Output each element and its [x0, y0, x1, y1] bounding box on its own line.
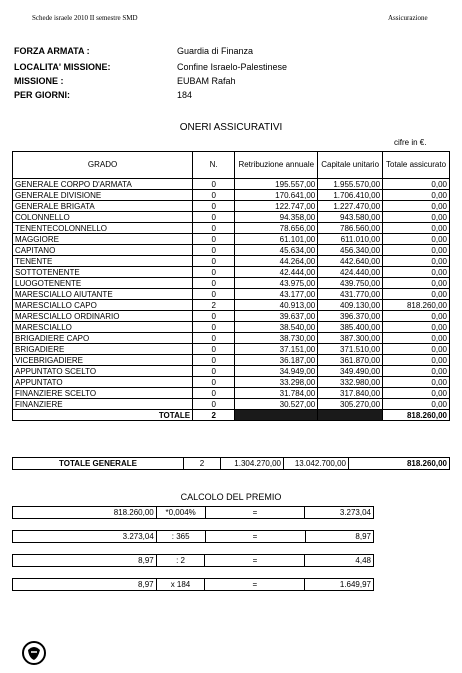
table-row: [13, 234, 450, 245]
cell-n: 0: [193, 223, 235, 234]
cell-retribuzione: 39.637,00: [235, 311, 318, 322]
table-row: [13, 300, 450, 311]
calc-row: [12, 554, 374, 567]
cell-retribuzione: 44.264,00: [235, 256, 318, 267]
document-header-left: Schede israele 2010 II semestre SMD: [32, 14, 138, 22]
table-row: [13, 377, 450, 388]
section-title: ONERI ASSICURATIVI: [179, 122, 283, 133]
table-row: [13, 289, 450, 300]
header-n: N.: [193, 152, 235, 179]
cell-totale: 0,00: [383, 289, 450, 300]
table-row: [13, 399, 450, 410]
table-row: [13, 366, 450, 377]
cell-capitale: 396.370,00: [318, 311, 383, 322]
calc-equals: =: [205, 507, 305, 519]
cell-totale: 0,00: [383, 366, 450, 377]
total-n: 2: [193, 410, 235, 421]
cell-grado: COLONNELLO: [13, 212, 193, 223]
total-blank-retribuzione: [235, 410, 318, 421]
cell-retribuzione: 38.540,00: [235, 322, 318, 333]
calc-equals: =: [205, 555, 305, 567]
cell-totale: 0,00: [383, 344, 450, 355]
cell-totale: 0,00: [383, 399, 450, 410]
calc-equals: =: [205, 531, 305, 543]
calc-result: 1.649,97: [305, 579, 374, 591]
table-row: [13, 179, 450, 190]
cell-capitale: 387.300,00: [318, 333, 383, 344]
calc-operator: : 2: [156, 555, 205, 567]
table-row: [13, 190, 450, 201]
cell-n: 0: [193, 388, 235, 399]
cell-capitale: 431.770,00: [318, 289, 383, 300]
cell-retribuzione: 45.634,00: [235, 245, 318, 256]
totale-generale-label: TOTALE GENERALE: [13, 458, 184, 470]
cell-retribuzione: 43.975,00: [235, 278, 318, 289]
cell-totale: 0,00: [383, 179, 450, 190]
cell-retribuzione: 78.656,00: [235, 223, 318, 234]
cell-grado: CAPITANO: [13, 245, 193, 256]
cell-grado: GENERALE DIVISIONE: [13, 190, 193, 201]
cell-n: 0: [193, 377, 235, 388]
cell-capitale: 786.560,00: [318, 223, 383, 234]
totale-generale-n: 2: [184, 458, 221, 470]
cell-n: 0: [193, 322, 235, 333]
cell-totale: 0,00: [383, 278, 450, 289]
calc-row: [12, 506, 374, 519]
cell-n: 0: [193, 245, 235, 256]
calc-operator: x 184: [156, 579, 205, 591]
totale-generale-retribuzione: 1.304.270,00: [221, 458, 284, 470]
cell-retribuzione: 42.444,00: [235, 267, 318, 278]
cell-capitale: 442.640,00: [318, 256, 383, 267]
cell-capitale: 439.750,00: [318, 278, 383, 289]
calc-operand: 818.260,00: [13, 507, 157, 519]
header-grado: GRADO: [13, 152, 193, 179]
cell-n: 0: [193, 256, 235, 267]
table-row: [13, 201, 450, 212]
calc-result: 4,48: [305, 555, 374, 567]
table-row: [13, 388, 450, 399]
cell-grado: MARESCIALLO: [13, 322, 193, 333]
table-header-row: [13, 152, 450, 179]
cell-grado: MARESCIALLO ORDINARIO: [13, 311, 193, 322]
cell-n: 0: [193, 289, 235, 300]
cell-retribuzione: 40.913,00: [235, 300, 318, 311]
cell-grado: FINANZIERE: [13, 399, 193, 410]
cell-capitale: 1.227.470,00: [318, 201, 383, 212]
cell-n: 0: [193, 179, 235, 190]
cell-grado: BRIGADIERE: [13, 344, 193, 355]
table-row: [13, 223, 450, 234]
cell-n: 0: [193, 278, 235, 289]
cell-totale: 0,00: [383, 388, 450, 399]
info-value-missione: EUBAM Rafah: [177, 76, 236, 86]
cell-grado: APPUNTATO: [13, 377, 193, 388]
cell-grado: BRIGADIERE CAPO: [13, 333, 193, 344]
cell-totale: 0,00: [383, 245, 450, 256]
insurance-table: [12, 151, 450, 421]
cell-grado: SOTTOTENENTE: [13, 267, 193, 278]
cell-totale: 0,00: [383, 190, 450, 201]
cell-retribuzione: 43.177,00: [235, 289, 318, 300]
cell-n: 0: [193, 190, 235, 201]
info-value-forza-armata: Guardia di Finanza: [177, 46, 254, 56]
header-totale: Totale assicurato: [383, 152, 450, 179]
calc-operand: 8,97: [13, 579, 157, 591]
cell-totale: 0,00: [383, 234, 450, 245]
cell-retribuzione: 195.557,00: [235, 179, 318, 190]
cell-totale: 0,00: [383, 212, 450, 223]
cell-capitale: 1.706.410,00: [318, 190, 383, 201]
cell-totale: 0,00: [383, 355, 450, 366]
info-label-giorni: PER GIORNI:: [14, 90, 71, 100]
header-retribuzione: Retribuzione annuale: [235, 152, 318, 179]
stamp-logo: [20, 640, 48, 666]
header-capitale: Capitale unitario: [318, 152, 383, 179]
cell-n: 0: [193, 333, 235, 344]
cell-retribuzione: 61.101,00: [235, 234, 318, 245]
document-header-right: Assicurazione: [388, 14, 428, 22]
cell-grado: TENENTECOLONNELLO: [13, 223, 193, 234]
cell-totale: 818.260,00: [383, 300, 450, 311]
table-row: [13, 344, 450, 355]
calc-operator: : 365: [156, 531, 205, 543]
cell-grado: MAGGIORE: [13, 234, 193, 245]
cell-grado: TENENTE: [13, 256, 193, 267]
cell-n: 0: [193, 267, 235, 278]
cell-capitale: 371.510,00: [318, 344, 383, 355]
cell-capitale: 1.955.570,00: [318, 179, 383, 190]
calc-operator: *0,004%: [156, 507, 205, 519]
cell-grado: FINANZIERE SCELTO: [13, 388, 193, 399]
totale-generale-total: 818.260,00: [349, 458, 450, 470]
cell-n: 0: [193, 355, 235, 366]
totale-generale-table: [12, 457, 450, 470]
cell-totale: 0,00: [383, 377, 450, 388]
table-row: [13, 267, 450, 278]
calc-row: [12, 578, 374, 591]
cell-capitale: 611.010,00: [318, 234, 383, 245]
cell-n: 0: [193, 212, 235, 223]
cell-totale: 0,00: [383, 267, 450, 278]
table-row: [13, 333, 450, 344]
info-label-forza-armata: FORZA ARMATA :: [14, 46, 90, 56]
calcolo-title: CALCOLO DEL PREMIO: [180, 492, 282, 502]
calc-operand: 8,97: [13, 555, 157, 567]
cell-capitale: 943.580,00: [318, 212, 383, 223]
cell-grado: MARESCIALLO AIUTANTE: [13, 289, 193, 300]
cell-grado: MARESCIALLO CAPO: [13, 300, 193, 311]
cell-retribuzione: 36.187,00: [235, 355, 318, 366]
cell-grado: GENERALE CORPO D'ARMATA: [13, 179, 193, 190]
total-label: TOTALE: [13, 410, 193, 421]
totale-generale-row: [13, 458, 450, 470]
info-label-missione: MISSIONE :: [14, 76, 64, 86]
cell-capitale: 349.490,00: [318, 366, 383, 377]
cell-capitale: 424.440,00: [318, 267, 383, 278]
cell-capitale: 385.400,00: [318, 322, 383, 333]
cell-retribuzione: 31.784,00: [235, 388, 318, 399]
info-label-localita: LOCALITA' MISSIONE:: [14, 62, 111, 72]
cell-grado: VICEBRIGADIERE: [13, 355, 193, 366]
cell-retribuzione: 37.151,00: [235, 344, 318, 355]
cell-retribuzione: 30.527,00: [235, 399, 318, 410]
table-total-row: [13, 410, 450, 421]
calc-operand: 3.273,04: [13, 531, 157, 543]
cell-capitale: 332.980,00: [318, 377, 383, 388]
cell-totale: 0,00: [383, 256, 450, 267]
cell-totale: 0,00: [383, 201, 450, 212]
cell-retribuzione: 122.747,00: [235, 201, 318, 212]
cell-n: 0: [193, 234, 235, 245]
currency-note: cifre in €.: [394, 138, 427, 147]
calc-equals: =: [205, 579, 305, 591]
cell-totale: 0,00: [383, 311, 450, 322]
cell-totale: 0,00: [383, 223, 450, 234]
total-blank-capitale: [318, 410, 383, 421]
cell-capitale: 305.270,00: [318, 399, 383, 410]
cell-grado: GENERALE BRIGATA: [13, 201, 193, 212]
cell-totale: 0,00: [383, 333, 450, 344]
cell-n: 0: [193, 399, 235, 410]
cell-grado: APPUNTATO SCELTO: [13, 366, 193, 377]
cell-n: 0: [193, 201, 235, 212]
totale-generale-capitale: 13.042.700,00: [284, 458, 349, 470]
table-row: [13, 322, 450, 333]
table-row: [13, 311, 450, 322]
calc-result: 8,97: [305, 531, 374, 543]
cell-n: 0: [193, 311, 235, 322]
cell-n: 2: [193, 300, 235, 311]
info-value-giorni: 184: [177, 90, 193, 100]
cell-capitale: 409.130,00: [318, 300, 383, 311]
calc-result: 3.273,04: [305, 507, 374, 519]
cell-retribuzione: 170.641,00: [235, 190, 318, 201]
table-row: [13, 355, 450, 366]
cell-capitale: 456.340,00: [318, 245, 383, 256]
cell-capitale: 317.840,00: [318, 388, 383, 399]
calc-row: [12, 530, 374, 543]
cell-retribuzione: 33.298,00: [235, 377, 318, 388]
cell-retribuzione: 94.358,00: [235, 212, 318, 223]
cell-totale: 0,00: [383, 322, 450, 333]
info-value-localita: Confine Israelo-Palestinese: [177, 62, 288, 72]
table-row: [13, 278, 450, 289]
table-row: [13, 256, 450, 267]
cell-n: 0: [193, 366, 235, 377]
cell-n: 0: [193, 344, 235, 355]
cell-grado: LUOGOTENENTE: [13, 278, 193, 289]
cell-retribuzione: 38.730,00: [235, 333, 318, 344]
cell-capitale: 361.870,00: [318, 355, 383, 366]
total-value: 818.260,00: [383, 410, 450, 421]
table-row: [13, 212, 450, 223]
cell-retribuzione: 34.949,00: [235, 366, 318, 377]
table-row: [13, 245, 450, 256]
